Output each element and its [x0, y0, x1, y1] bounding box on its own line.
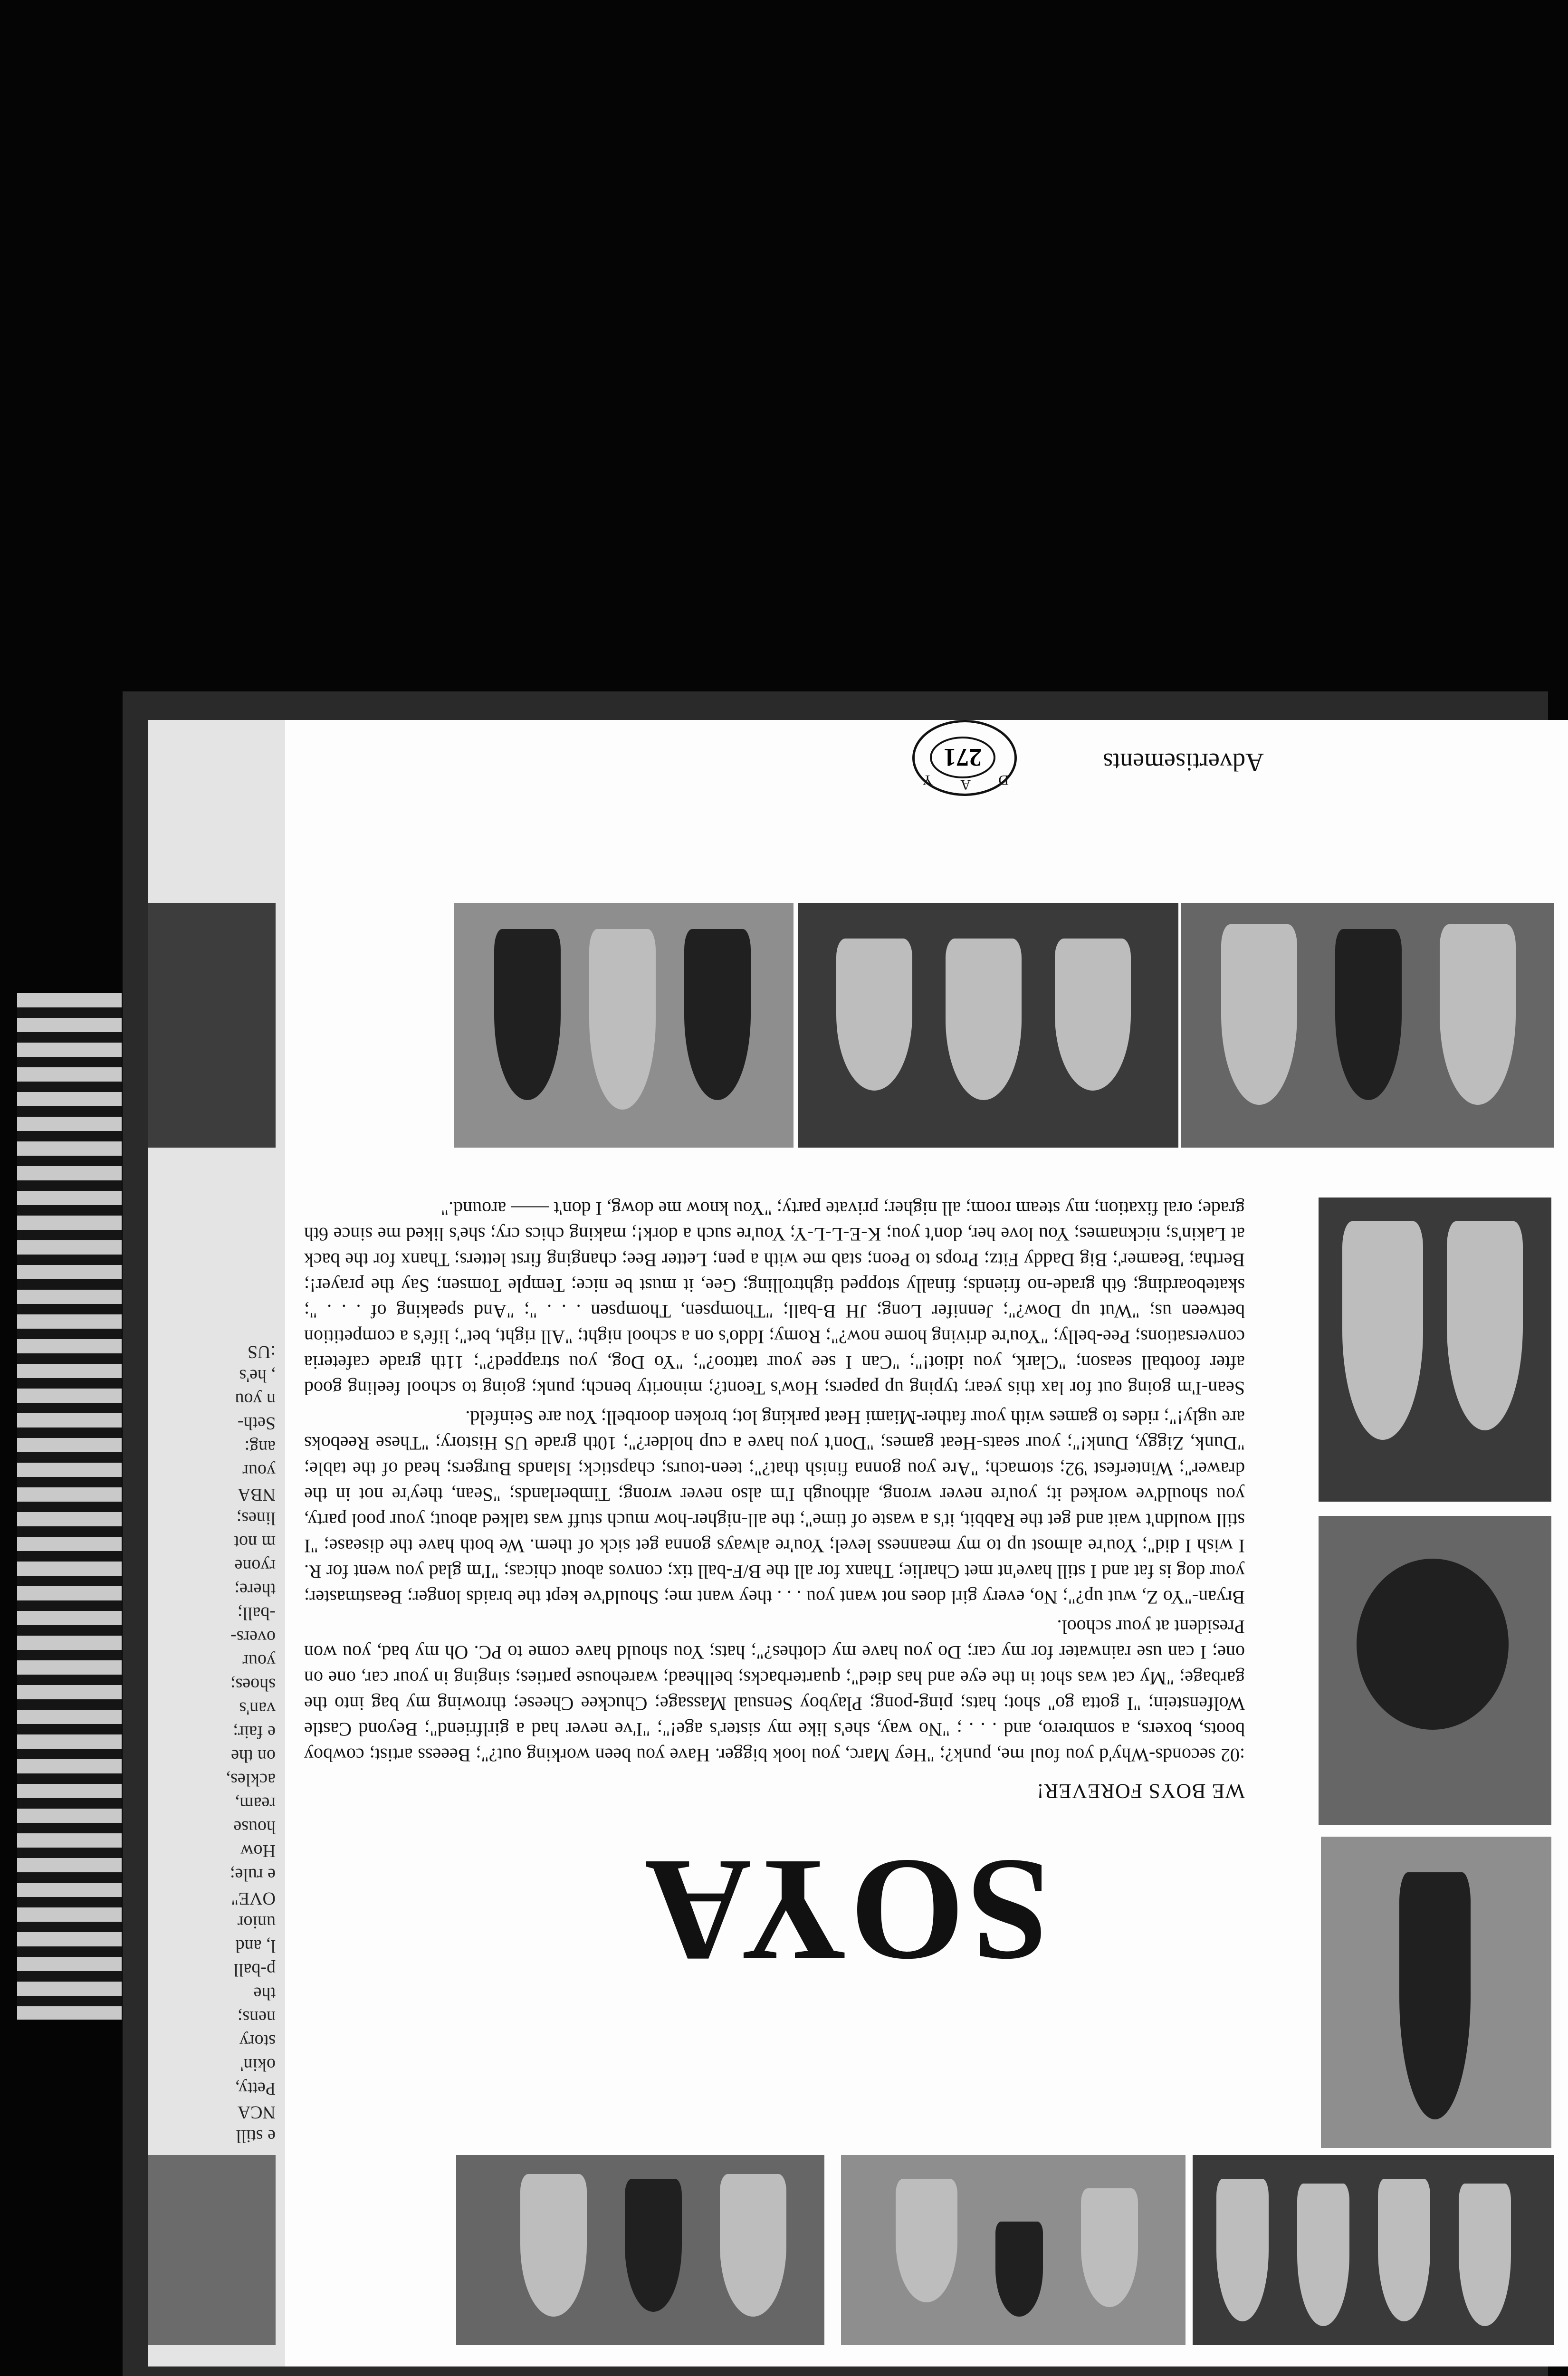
- paragraph-sean: Sean-I'm going out for lax this year; typing up papers; How's Teont?; minority bench; punk; going to school feeling good after football season; "Clark, you idiot!"; "Can I see your tattoo?"; "Yo Dog, you strapped?"; 11th grade cafeteria conversations; Pee-belly; "You're driving home now?"; Romy; Iddo's on a school night; "All right, bet"; life's a competition between us; "Wut up Dow?"; Jennifer Long; JH B-ball; "Thompsen, Thompsen . . . "; "And speaking of . . . "; skateboarding; 6th grade-no friends; finally stopped tightrolling; Gee, it must be nice; Temple Tomsen; Say the prayer!; Bertha; 'Beamer'; Big Daddy Fitz; Props to Peon; stab me with a pen; Letter Bee; changing first letters; Thanx for the back at Lakin's; nicknames; You love her, don't you; K-E-L-L-Y; You're such a dork!; making chics cry; she's liked me since 6th grade; oral fixation; my steam room; all nigher; private party; "You know me dowg, I don't —— around.": [304, 1198, 1245, 1399]
- adjacent-fragment: nens;: [237, 2007, 276, 2027]
- adjacent-fragment: okin': [240, 2055, 276, 2075]
- adjacent-fragment: :US: [247, 1342, 276, 1362]
- adjacent-page-edge: [148, 720, 285, 2366]
- photo-kids-floor: [841, 2155, 1186, 2345]
- article-body: [304, 1192, 1245, 1768]
- photo-outdoor-group: [454, 903, 794, 1148]
- adjacent-fragment: e fair;: [233, 1722, 276, 1742]
- adjacent-fragment: house: [233, 1817, 276, 1837]
- adjacent-fragment: story: [239, 2031, 276, 2051]
- photo-boy-certificate: [1321, 1837, 1551, 2148]
- adjacent-fragment: l, and: [235, 1936, 276, 1956]
- adjacent-fragment: ang:: [244, 1437, 276, 1457]
- paragraph-bryan: Bryan-"Yo Z, wut up?"; No, every girl does not want you . . . they want me; Should've kept the braids longer; Beastmaster; your dog is fat and I still have'nt met Charlie; Thanx for all the B/F-ball tix; convos about chicas; "I'm glad you went for R. I wish I did"; You're almost up to my meanness level; You're always gonna get sick of them. We both have the disease; "I still wouldn't wait and get the Rabbit, it's a waste of time"; the all-nigher-how much stuff was talked about; your pool party, you should've worked it; you're never wrong, although I'm also never wrong; Timberlands; "Sean, they're not in the drawer"; Winterfest '92; stomach; "Are you gonna finish that?"; teen-tours; chapstick; Islands Burgers; head of the table; "Dunk, Ziggy, Dunk!"; your seats-Heat games; "Don't you have a cup holder?"; 10th grade US History; "These Reeboks are ugly!"; rides to games with your father-Miami Heat parking lot; broken doorbell; You are Seinfeld.: [304, 1407, 1245, 1608]
- emblem-letter-d: D: [998, 772, 1009, 788]
- adjacent-fragment: on the: [231, 1746, 276, 1766]
- adjacent-page-text: [152, 1340, 276, 2148]
- adjacent-fragment: ackles,: [226, 1770, 276, 1790]
- adjacent-fragment: shoes;: [230, 1675, 276, 1695]
- adjacent-fragment: ryone: [234, 1556, 276, 1576]
- yearbook-page: [285, 720, 1568, 2366]
- adjacent-fragment: van's: [239, 1698, 276, 1718]
- emblem-letter-a: A: [960, 777, 971, 793]
- adjacent-fragment: p-ball: [233, 1960, 276, 1980]
- adjacent-fragment: overs-: [230, 1627, 276, 1647]
- photo-table-group: [1181, 903, 1554, 1148]
- photo-dinner-group: [798, 903, 1178, 1148]
- scanner-edge-stripes: [17, 993, 122, 2020]
- paragraph-intro: :02 seconds-Why'd you foul me, punk?; "Hey Marc, you look bigger. Have you been working out?"; Beeess artist; cowboy boots, boxers, a sombrero, and . . . ; "No way, she's like my sister's age!"; "I've never had a girlfriend"; Beyond Castle Wolfenstein; "I gotta go" shot; hats; ping-pong; Playboy Sensual Massage; Chuckee Cheese; throwing my bag into the garbage; "My cat was shot in the eye and has died"; quarterbacks; bellhead; warehouse parties; singing in your car, one on one; I can use rainwater for my car; Do you have my clothes?"; hats; You should have come to PC. Oh my bad, you won President at your school.: [304, 1616, 1245, 1766]
- page-number: 271: [930, 737, 995, 778]
- adjacent-fragment: -ball;: [237, 1603, 276, 1623]
- adjacent-fragment: , he's: [239, 1366, 276, 1386]
- photo-two-boys: [1319, 1198, 1551, 1502]
- adjacent-fragment: Petty,: [235, 2079, 276, 2098]
- adjacent-fragment: e still: [236, 2126, 276, 2146]
- page-title: SOYA: [642, 1829, 1050, 1992]
- section-label: Advertisements: [1103, 748, 1264, 776]
- adjacent-fragment: m not: [234, 1532, 276, 1552]
- adjacent-fragment: your: [242, 1651, 276, 1671]
- photo-group-party: [456, 2155, 824, 2345]
- photo-group-suits: [1193, 2155, 1554, 2345]
- adjacent-fragment: your: [242, 1461, 276, 1481]
- adjacent-photo-bottom: [148, 903, 276, 1148]
- adjacent-fragment: lines;: [236, 1508, 276, 1528]
- adjacent-fragment: ream,: [235, 1793, 276, 1813]
- adjacent-fragment: the: [253, 1983, 276, 2003]
- page-footer: [361, 734, 1264, 796]
- adjacent-fragment: Seth-: [237, 1413, 276, 1433]
- adjacent-fragment: e rule;: [229, 1865, 276, 1885]
- page-number-emblem: [912, 720, 1017, 796]
- page-subtitle: WE BOYS FOREVER!: [1036, 1780, 1245, 1803]
- adjacent-photo-top: [148, 2155, 276, 2345]
- emblem-letter-y: Y: [922, 772, 933, 788]
- photo-boy-closeup: [1319, 1516, 1551, 1825]
- adjacent-fragment: there;: [234, 1580, 276, 1600]
- adjacent-fragment: NCA: [237, 2102, 276, 2122]
- scanned-page-rotated: [148, 720, 1568, 2366]
- adjacent-fragment: How: [240, 1841, 276, 1861]
- adjacent-fragment: n you: [235, 1389, 276, 1409]
- adjacent-fragment: NBA: [237, 1485, 276, 1504]
- adjacent-fragment: unior: [237, 1912, 276, 1932]
- adjacent-fragment: OVE": [231, 1888, 276, 1908]
